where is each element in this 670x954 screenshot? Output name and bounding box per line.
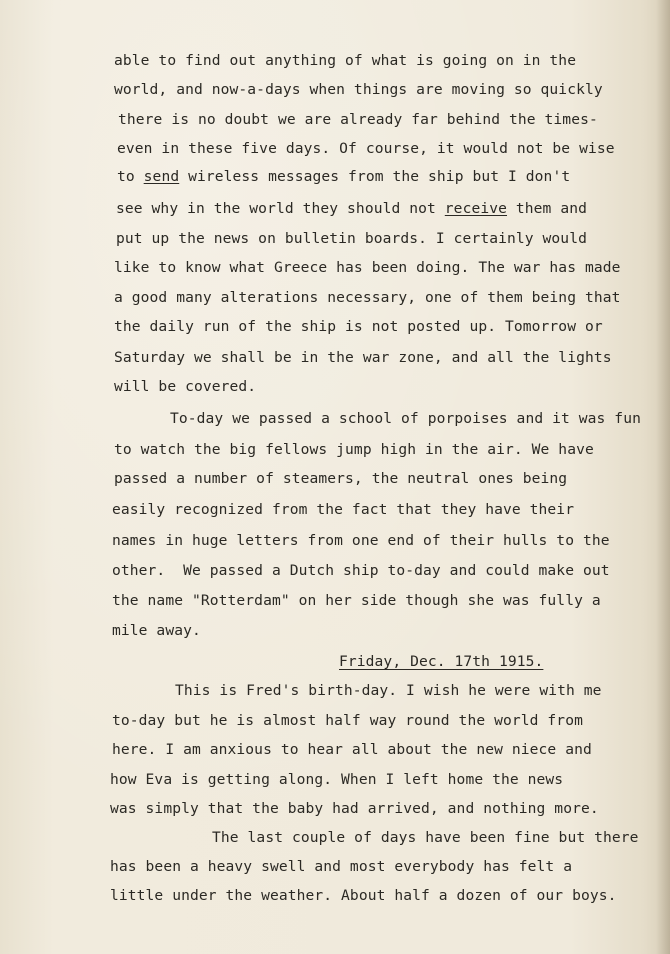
text-line: little under the weather. About half a dozen of our boys. (110, 887, 617, 904)
paragraph-start-line: The last couple of days have been fine but there (212, 829, 639, 846)
text-line: world, and now-a-days when things are moving so quickly (114, 81, 603, 98)
text-line: like to know what Greece has been doing. The war has made (114, 259, 621, 276)
text-line (117, 168, 570, 186)
text-line: to-day but he is almost half way round the world from (112, 712, 583, 729)
text-line: names in huge letters from one end of their hulls to the (112, 532, 610, 549)
text-line: here. I am anxious to hear all about the new niece and (112, 741, 592, 758)
text-line: passed a number of steamers, the neutral ones being (114, 470, 568, 487)
text-line: there is no doubt we are already far behind the times- (118, 111, 598, 128)
text-line (116, 200, 587, 218)
underlined-word-receive: receive (444, 200, 508, 217)
underlined-word-send: send (143, 168, 180, 185)
text-line: the daily run of the ship is not posted up. Tomorrow or (114, 318, 603, 335)
text-line: was simply that the baby had arrived, and nothing more. (110, 800, 599, 817)
text-line: other. We passed a Dutch ship to-day and could make out (112, 562, 610, 579)
text-segment: to (117, 168, 144, 185)
reverse-side-bleed (320, 382, 620, 398)
text-line: put up the news on bulletin boards. I certainly would (116, 230, 587, 247)
text-line: the name "Rotterdam" on her side though she was fully a (112, 592, 601, 609)
date-heading: Friday, Dec. 17th 1915. (339, 653, 544, 670)
text-line: Saturday we shall be in the war zone, and all the lights (114, 349, 612, 366)
paragraph-start-line: To-day we passed a school of porpoises and it was fun (170, 410, 641, 427)
text-segment: them and (507, 200, 587, 217)
text-line: a good many alterations necessary, one of them being that (114, 289, 621, 306)
text-line: to watch the big fellows jump high in the air. We have (114, 441, 594, 458)
text-line: able to find out anything of what is going on in the (114, 52, 577, 69)
page-edge-shadow (656, 0, 670, 954)
text-line: how Eva is getting along. When I left home the news (110, 771, 564, 788)
text-line: mile away. (112, 622, 201, 639)
paragraph-start-line: This is Fred's birth-day. I wish he were with me (175, 682, 602, 699)
text-segment: see why in the world they should not (116, 200, 445, 217)
text-line: even in these five days. Of course, it would not be wise (117, 140, 615, 157)
text-segment: wireless messages from the ship but I don't (179, 168, 571, 185)
text-line: easily recognized from the fact that they have their (112, 501, 575, 518)
text-line: has been a heavy swell and most everybody has felt a (110, 858, 573, 875)
text-line: will be covered. (114, 378, 257, 395)
